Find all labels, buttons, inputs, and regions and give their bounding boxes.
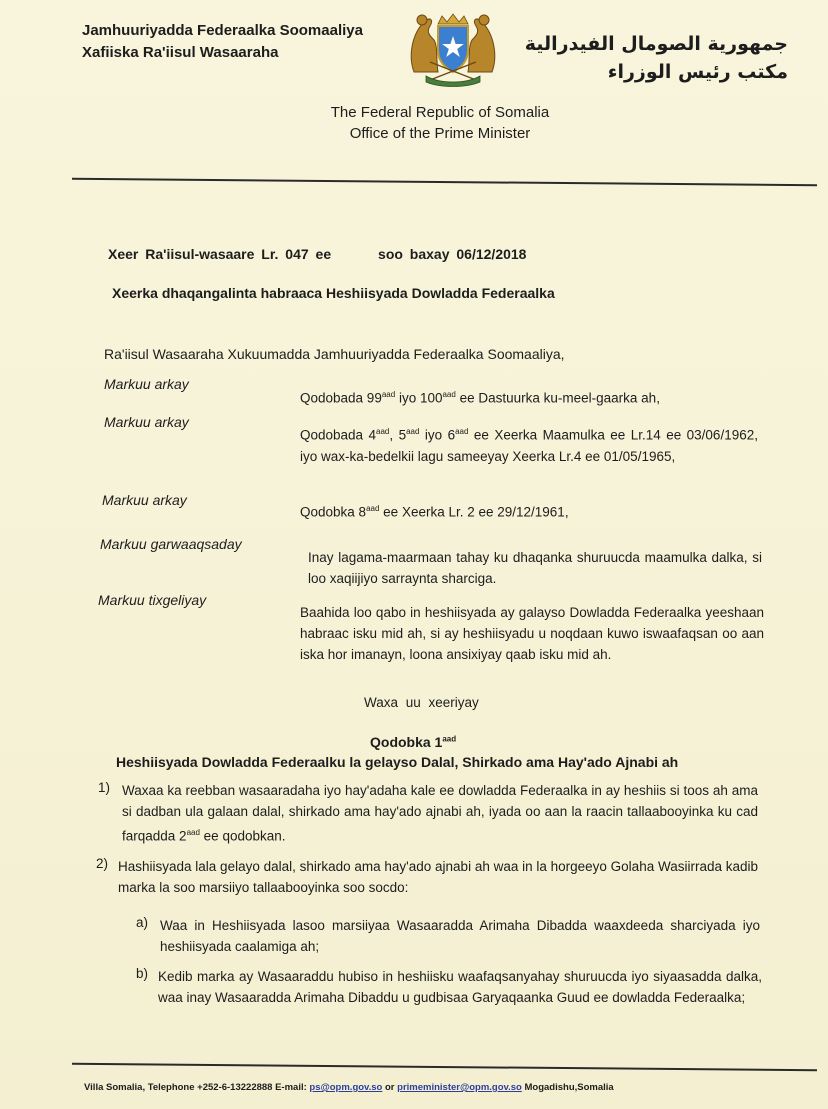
article-subitem: Waa in Heshiisyada lasoo marsiiyaa Wasaaradda Arimaha Dibadda waaxdeeda sharciyada iyo heshiisyada caalamiga ah;	[160, 918, 760, 954]
footer-city: Mogadishu,Somalia	[524, 1082, 614, 1093]
header-english-country: The Federal Republic of Somalia	[330, 104, 550, 121]
preamble-text: Qodobada $4^{aad}$, $5^{aad}$ iyo $6^{aad}$ ee Xeerka Maamulka ee Lr.14 ee 03/06/1962, iyo wax-ka-bedelkii lagu sameeyay Xeerka Lr.4 ee 01/05/1965,	[300, 427, 758, 464]
subitem-letter: b)	[136, 966, 149, 981]
item-number: 1)	[98, 780, 111, 795]
subitem-letter: a)	[136, 915, 149, 930]
footer-email-ps[interactable]: ps@opm.gov.so	[309, 1082, 383, 1093]
article-title: Qodobka $1^{aad}$	[370, 734, 457, 750]
preamble-text: Baahida loo qabo in heshiisyada ay galayso Dowladda Federaalka yeeshaan habraac isku mid ah, si ay heshiisyadu u noqdaan kuwo iswaafaqsan oo aan iska hor imanayn, loona ansixiyay qaab isku mid ah.	[300, 605, 764, 662]
header-arabic-country: جمهورية الصومال الفيدرالية	[524, 33, 788, 55]
header-somali	[82, 20, 363, 64]
footer-or: or	[385, 1082, 395, 1093]
header-somali-office: Xafiiska Ra'iisul Wasaaraha	[82, 44, 279, 61]
article-item: Hashiisyada lala gelayo dalal, shirkado ama hay'ado ajnabi ah waa in la horgeeyo Golaha Wasiirrada kadib marka la soo marsiiyo tallaabooyinka soo socdo:	[118, 859, 758, 895]
header-english	[310, 102, 570, 144]
footer-email-pm[interactable]: primeminister@opm.gov.so	[397, 1082, 522, 1093]
footer-contact	[84, 1082, 614, 1093]
header-english-office: Office of the Prime Minister	[349, 125, 531, 142]
footer-address: Villa Somalia, Telephone	[84, 1082, 195, 1093]
decree-number: Xeer Ra'iisul-wasaare Lr. 047 ee	[108, 246, 332, 262]
issuer-line: Ra'iisul Wasaaraha Xukuumadda Jamhuuriyadda Federaalka Soomaaliya,	[104, 346, 565, 362]
article-subitem: Kedib marka ay Wasaaraddu hubiso in heshiisku waafaqsanyahay shuruucda iyo siyaasadda dalka, waa inay Wasaaradda Arimaha Dibaddu u gudbisaa Garyaqaanka Guud ee dowladda Federaalka;	[158, 969, 762, 1005]
footer-phone: +252-6-13222888 E-mail:	[197, 1082, 307, 1093]
coat-of-arms-icon	[400, 6, 506, 88]
preamble-label: Markuu tixgeliyay	[98, 592, 207, 608]
header-somali-country: Jamhuuriyadda Federaalka Soomaaliya	[82, 22, 363, 39]
decree-reference	[108, 246, 526, 262]
article-item: Waxaa ka reebban wasaaradaha iyo hay'adaha kale ee dowladda Federaalka in ay heshiis si toos ah ama si dadban ula galaan dalal, shirkado ama hay'ado ajnabi ah, iyada oo aan la raacin tallaabooyinka ku cad farqadda $2^{aad}$ ee qodobkan.	[122, 783, 758, 844]
decree-subject: Xeerka dhaqangalinta habraaca Heshiisyada Dowladda Federaalka	[112, 285, 555, 301]
preamble-label: Markuu garwaaqsaday	[100, 536, 242, 552]
preamble-label: Markuu arkay	[104, 414, 189, 430]
preamble-label: Markuu arkay	[104, 376, 189, 392]
decree-date: soo baxay 06/12/2018	[378, 246, 527, 262]
item-number: 2)	[96, 856, 109, 871]
preamble-text: Qodobada $99^{aad}$ iyo $100^{aad}$ ee Dastuurka ku-meel-gaarka ah,	[300, 390, 660, 406]
header-arabic	[525, 30, 788, 86]
footer-divider	[72, 1063, 817, 1072]
header-arabic-office: مكتب رئيس الوزراء	[607, 61, 788, 83]
preamble-label: Markuu arkay	[102, 492, 187, 508]
article-subtitle: Heshiisyada Dowladda Federaalku la gelayso Dalal, Shirkado ama Hay'ado Ajnabi ah	[116, 754, 679, 770]
preamble-text: Inay lagama-maarmaan tahay ku dhaqanka shuruucda maamulka dalka, si loo xaqiijiyo sarraynta sharciga.	[308, 550, 762, 586]
decree-clause: Waxa uu xeeriyay	[364, 695, 479, 710]
preamble-text: Qodobka $8^{aad}$ ee Xeerka Lr. 2 ee 29/12/1961,	[300, 504, 569, 520]
header-divider	[72, 178, 817, 187]
